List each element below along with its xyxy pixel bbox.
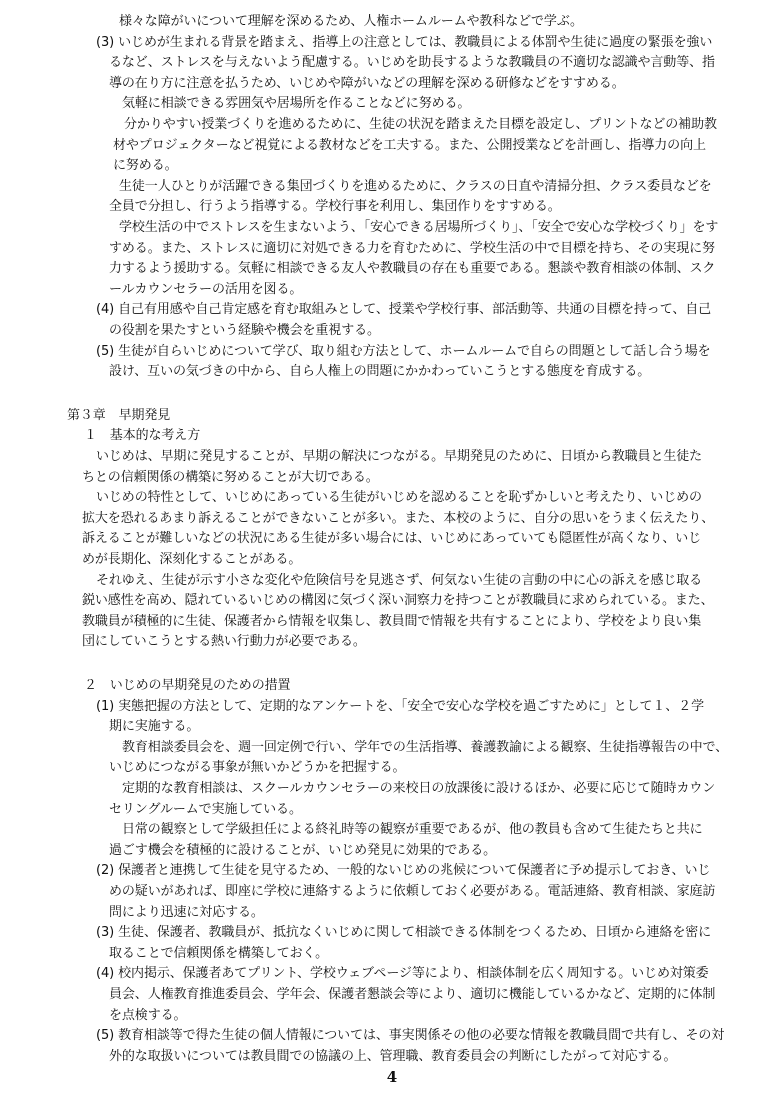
text-line: 員会、人権教育推進委員会、学年会、保護者懇談会等により、適切に機能しているかなど、定期的に体制 xyxy=(109,987,716,1002)
text-line: 教職員が積極的に生徒、保護者から情報を収集し、教員間で情報を共有することにより、学校をより良い集 xyxy=(82,613,702,629)
text-line: (5) 教育相談等で得た生徒の個人情報については、事実関係その他の必要な情報を教職員間で共有し、その対 xyxy=(96,1028,725,1044)
text-line: 問により迅速に対応する。 xyxy=(109,904,264,920)
page-number: 4 xyxy=(386,1068,398,1086)
text-line: 団にしていこうとする熱い行動力が必要である。 xyxy=(82,634,366,650)
text-line: 取ることで信頼関係を構築しておく。 xyxy=(109,945,329,961)
chapter-heading: 第３章 早期発見 xyxy=(67,407,171,423)
text-line: ールカウンセラーの活用を図る。 xyxy=(109,281,303,297)
text-line: 様々な障がいについて理解を深めるため、人権ホームルームや教科などで学ぶ。 xyxy=(119,14,583,29)
text-line: いじめは、早期に発見することが、早期の解決につながる。早期発見のために、日頃から教職員と生徒た xyxy=(96,449,703,464)
text-line: 材やプロジェクターなど視覚による教材などを工夫する。また、公開授業などを計画し、指導力の向上 xyxy=(113,137,706,153)
text-line: 訴えることが難しいなどの状況にある生徒が多い場合には、いじめにあっていても隠匿性が高くなり、いじ xyxy=(82,531,702,547)
text-line: 鋭い感性を高め、隠れているいじめの構図に気づく深い洞察力を持つことが教職員に求められている。また、 xyxy=(82,593,714,609)
text-line: の役割を果たすという経験や機会を重視する。 xyxy=(109,323,380,338)
text-line: 期に実施する。 xyxy=(109,719,200,735)
text-line: (4) 校内掲示、保護者あてプリント、学校ウェブページ等により、相談体制を広く周知する。いじめ対策委 xyxy=(96,966,709,982)
text-line: 設け、互いの気づきの中から、自ら人権上の問題にかかわっていこうとする態度を育成する。 xyxy=(109,364,651,380)
text-line: めが長期化、深刻化することがある。 xyxy=(82,552,302,567)
text-line: 過ごす機会を積極的に設けることが、いじめ発見に効果的である。 xyxy=(109,842,497,858)
text-line: 教育相談委員会を、週一回定例で行い、学年での生活指導、養護教諭による観察、生徒指導報告の中で、 xyxy=(122,739,729,755)
text-line: 全員で分担し、行うよう指導する。学校行事を利用し、集団作りをすすめる。 xyxy=(109,199,561,215)
text-line: 日常の観察として学級担任による終礼時等の観察が重要であるが、他の教員も含めて生徒たちと共に xyxy=(122,822,703,838)
text-line: を点検する。 xyxy=(109,1007,187,1023)
text-line: ちとの信頼関係の構築に努めることが大切である。 xyxy=(82,469,379,485)
section-heading: ２ いじめの早期発見のための措置 xyxy=(84,678,291,693)
text-line: (3) いじめが生まれる背景を踏まえ、指導上の注意としては、教職員による体罰や生徒に過度の緊張を強い xyxy=(96,34,713,50)
text-line: いじめにつながる事象が無いかどうかを把握する。 xyxy=(109,760,406,776)
text-line: (3) 生徒、保護者、教職員が、抵抗なくいじめに関して相談できる体制をつくるため、日頃から連絡を密に xyxy=(96,925,712,941)
text-line: 外的な取扱いについては教員間での協議の上、管理職、教育委員会の判断にしたがって対応する。 xyxy=(109,1048,677,1064)
text-line: (1) 実態把握の方法として、定期的なアンケートを、「安全で安心な学校を過ごすために」として１、２学 xyxy=(96,698,705,714)
text-line: すめる。また、ストレスに適切に対処できる力を育むために、学校生活の中で目標を持ち、その実現に努 xyxy=(109,240,715,256)
text-line: に努める。 xyxy=(113,158,178,174)
text-line: それゆえ、生徒が示す小さな変化や危険信号を見逃さず、何気ない生徒の言動の中に心の訴えを感じ取る xyxy=(96,572,703,588)
text-line: (5) 生徒が自らいじめについて学び、取り組む方法として、ホームルームで自らの問題として話し合う場を xyxy=(96,343,711,359)
text-line: 学校生活の中でストレスを生まないよう、「安心できる居場所づくり」、「安全で安心な学校づくり」をす xyxy=(119,220,719,235)
text-line: (4) 自己有用感や自己肯定感を育む取組みとして、授業や学校行事、部活動等、共通の目標を持って、自己 xyxy=(96,302,712,318)
text-line: セリングルームで実施している。 xyxy=(109,801,302,817)
text-line: 分かりやすい授業づくりを進めるために、生徒の状況を踏まえた目標を設定し、プリントなどの補助教 xyxy=(124,117,717,132)
text-line: 気軽に相談できる雰囲気や居場所を作ることなどに努める。 xyxy=(122,96,471,112)
text-line: 力するよう援助する。気軽に相談できる友人や教職員の存在も重要である。懇談や教育相談の体制、スク xyxy=(109,261,716,277)
text-line: 拡大を恐れるあまり訴えることができないことが多い。また、本校のように、自分の思いをうまく伝えたり、 xyxy=(82,510,715,526)
text-line: いじめの特性として、いじめにあっている生徒がいじめを認めることを恥ずかしいと考えたり、いじめの xyxy=(96,490,702,506)
section-heading: １ 基本的な考え方 xyxy=(84,428,201,444)
text-line: 導の在り方に注意を払うため、いじめや障がいなどの理解を深める研修などをすすめる。 xyxy=(109,75,625,91)
text-line: 生徒一人ひとりが活躍できる集団づくりを進めるために、クラスの日直や清掃分担、クラス委員などを xyxy=(119,178,712,194)
text-line: (2) 保護者と連携して生徒を見守るため、一般的ないじめの兆候について保護者に予め提示しておき、いじ xyxy=(96,863,711,879)
text-line: るなど、ストレスを与えないよう配慮する。いじめを助長するような教職員の不適切な認識や言動等、指 xyxy=(109,55,715,71)
text-line: めの疑いがあれば、即座に学校に連絡するように依頼しておく必要がある。電話連絡、教育相談、家庭訪 xyxy=(109,884,716,899)
text-line: 定期的な教育相談は、スクールカウンセラーの来校日の放課後に設けるほか、必要に応じて随時カウン xyxy=(122,781,716,796)
